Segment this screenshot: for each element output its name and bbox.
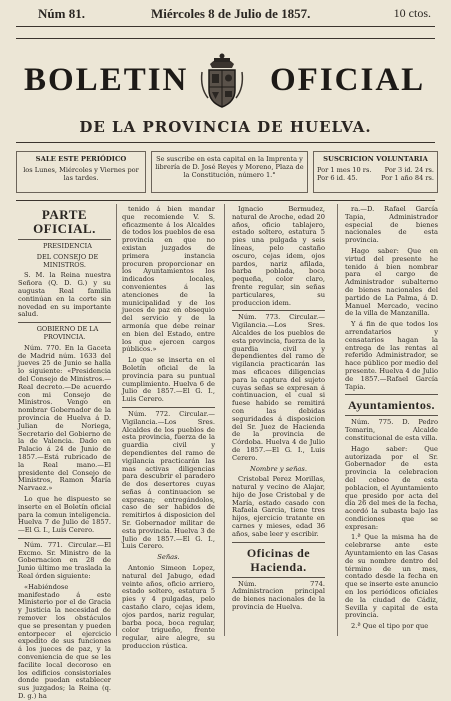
- subheading: PRESIDENCIA: [43, 242, 92, 250]
- price-3-months: Por 3 id. 24 rs.: [384, 166, 434, 174]
- coat-of-arms-icon: [200, 52, 244, 110]
- column-3: [232, 206, 325, 636]
- paragraph: Lo que he dispuesto se inserte en el Boletín oficial para la comun inteligencia. Huelva 7 de Julio de 1857.—El G. I., Luis Cerero.: [18, 494, 111, 535]
- subscription-heading: SUSCRICION VOLUNTARIA: [323, 155, 428, 163]
- top-rule-2: [16, 38, 435, 39]
- paragraph: tenido á bien mandar que recomiende V. S. eficazmente á los Alcaldes de todos los pueblos de esa provincia en que no existan juzgados de primera instancia procuren proporcionar en los Ayuntamientos los indicados locales, convenientes á las atenciones de la municipalidad y de los jueces de paz en obsequio del servicio y de la armonía que debe reinar en bien del Estado, entre los que ejercen cargos públicos.»: [122, 205, 215, 354]
- subheading: DEL CONSEJO DE MINISTROS.: [36, 252, 99, 269]
- publication-schedule-box: [16, 151, 146, 193]
- paragraph: Núm. 771. Circular.—El Excmo. Sr. Ministro de la Gobernacion en 28 de Junio último me traslada la Real órden siguiente:: [18, 540, 111, 581]
- paragraph: Núm. 775. D. Pedro Tomarin, Alcalde constitucional de esta villa.: [345, 418, 438, 442]
- price-1-month: Por 1 mes 10 rs.: [317, 166, 372, 174]
- paragraph: Lo que se inserta en el Boletín oficial de la provincia para su puntual cumplimiento. Huelva 6 de Julio de 1857.—El G. I., Luis Cerero.: [122, 356, 215, 404]
- column-4: [345, 206, 438, 636]
- paragraph: Cristobal Perez Morillas, natural y vecino de Alajar, hijo de Jose Cristobal y de María, estado casado con Rafaela Garcia, tiene tres hijos, ejercicio tratante en carnes y mieses, edad 36 años, sabe leer y escribir.: [232, 475, 325, 538]
- paragraph: Y á fin de que todos los arrendatarios y censatarios hagan la entrega de las rentas al referido Administrador, se hace público por medio del presente. Huelva 4 de Julio de 1857.—Rafael García Tapia.: [345, 320, 438, 391]
- paragraph: Núm. 772. Circular.—Vigilancia.—Los Sres. Alcaldes de los pueblos de esta provincia, fuerza de la guardia civil y dependientes del ramo de vigilancia practicarán las mas activas diligencias para descubrir el paradero de dos desertores cuyas señas á continuacion se expresan; entregándolos, caso de ser habidos de remitirlos á disposicion del Sr. Gobernador militar de esta provincia. Huelva 3 de Julio de 1857.—El G. I., Luis Cerero.: [122, 409, 215, 551]
- subscription-location-box: [151, 151, 308, 193]
- schedule-heading: SALE ESTE PERIÓDICO: [35, 155, 127, 163]
- schedule-text: los Lunes, Miércoles y Viernes por las tardes.: [23, 166, 139, 182]
- price-6-months: Por 6 id. 45.: [317, 174, 358, 182]
- column-1: [18, 206, 111, 701]
- subheading: Nombre y señas.: [250, 464, 307, 473]
- issue-number: Núm 81.: [38, 6, 85, 21]
- section-title-ayuntamientos: Ayuntamientos.: [347, 398, 436, 413]
- body-rule: [16, 200, 435, 201]
- price-1-year: Por 1 año 84 rs.: [380, 174, 434, 182]
- column-divider: [337, 204, 338, 636]
- top-rule: [16, 26, 435, 27]
- section-title-oficinas: Oficinas de Hacienda.: [246, 545, 311, 574]
- subscription-location-text: Se suscribe en esta capital en la Imprenta y librería de D. José Reyes y Moreno, Plaza de la Constitución, número 1.°: [155, 155, 304, 179]
- paragraph: Núm. 774. Administracion principal de bienes nacionales de la provincia de Huelva.: [232, 579, 325, 612]
- paragraph: S. M. la Reina nuestra Señora (Q. D. G.) y su augusta Real familia continúan en la corte sin novedad en su importante salud.: [18, 271, 111, 319]
- column-2: [122, 205, 215, 651]
- issue-price: 10 ctos.: [393, 6, 431, 20]
- column-divider: [116, 204, 117, 636]
- section-title-parte-oficial: PARTE OFICIAL.: [33, 207, 96, 236]
- paragraph: Antonio Simeon Lopez, natural del Jabugo, edad veinte años, oficio arriero, estado soltero, estatura 5 pies y 4 pulgadas, pelo castaño claro, cejas idem, ojos pardos, nariz regular, barba poca, boca regular, color trigueño, frente regular, aire alegre, su produccion rústica.: [122, 564, 215, 651]
- paragraph: Núm. 770. En la Gaceta de Madrid núm. 1633 del jueves 25 de Junio se halla lo siguiente: «Presidencia del Consejo de Ministros.—Real decreto.—De acuerdo con mi Consejo de Ministros. Vengo en nombrar Gobernador de la provincia de Huelva á D. Julian de Noriega, Secretario del Gobierno de la de Valencia. Dado en Palacio á 24 de Junio de 1857.—Está rubricado de la Real mano.—El presidente del Consejo de Ministros, Ramon María Narvaez.»: [18, 343, 111, 493]
- issue-date: Miércoles 8 de Julio de 1857.: [151, 6, 311, 21]
- header-rule: [16, 142, 435, 143]
- paragraph: Ignacio Bermudez, natural de Aroche, edad 20 años, oficio tablajero, estado soltero, estatura 5 pies una pulgada y seis líneas, pelo castaño oscuro, cejas idem, ojos pardos, nariz afilada, barba poblada, boca pequeña, color claro, frente regular, sin señas particulares, su produccion idem.: [232, 205, 325, 307]
- paragraph: 1.ª Que la misma ha de celebrarse ante este Ayuntamiento en las Casas de su nombre dentro del término de un mes, contado desde la fecha en que se inserte este anuncio en los periódicos oficiales de la ciudad de Cádiz, Sevilla y capital de esta provincia.: [345, 533, 438, 620]
- paragraph: Hago saber: Que autorizada por el Sr. Gobernador de esta provincia la celebracion del ceboo de esta poblacion, el Ayuntamiento que presido por acta del día 26 del mes de la fecha, acordó la subasta bajo las condiciones que se expresan:: [345, 444, 438, 531]
- paragraph: Núm. 773. Circular.—Vigilancia.—Los Sres. Alcaldes de los pueblos de esta provincia, fuerza de la guardia civil y dependientes del ramo de vigilancia practicarán las mas eficaces diligencias para la captura del sujeto cuyas señas se expresan á continuacion, el cual si fuese habido se remitirá con las debidas seguridades á disposicion del Sr. Juez de Hacienda de la provincia de Córdoba. Huelva 4 de Julio de 1857.—El G. I., Luis Cerero.: [232, 313, 325, 462]
- masthead-line: [16, 6, 435, 24]
- paragraph: 2.ª Que el tipo por que: [351, 622, 429, 631]
- subscription-price-box: [313, 151, 438, 193]
- title-boletin: BOLETIN: [24, 62, 189, 98]
- paragraph: ra.—D. Rafael García Tapia, Administrador especial de bienes nacionales de esta provincia.: [345, 205, 438, 245]
- paragraph: Hago saber: Que en virtud del presente he tenido á bien nombrar para el cargo de Administrador subalterno de bienes nacionales del partido de La Palma, á D. Manuel Mercado, vecino de la villa de Manzanilla.: [345, 246, 438, 318]
- title-oficial: OFICIAL: [270, 62, 426, 98]
- subheading: GOBIERNO DE LA PROVINCIA.: [36, 325, 99, 341]
- subheading: Señas.: [157, 553, 180, 562]
- paragraph: «Habiéndose manifestado á este Ministerio por el de Gracia y Justicia la necesidad de remover los obstáculos que se presentan y pueden entorpecer el ejercicio expedito de sus funciones á los jueces de paz, y la conveniencia de que se les facilite local decoroso en los edificios consistoriales donde puedan establecer sus juzgados; la Reina (q. D. g.) ha: [18, 582, 111, 701]
- column-divider: [224, 204, 225, 636]
- province-subtitle: DE LA PROVINCIA DE HUELVA.: [79, 118, 372, 136]
